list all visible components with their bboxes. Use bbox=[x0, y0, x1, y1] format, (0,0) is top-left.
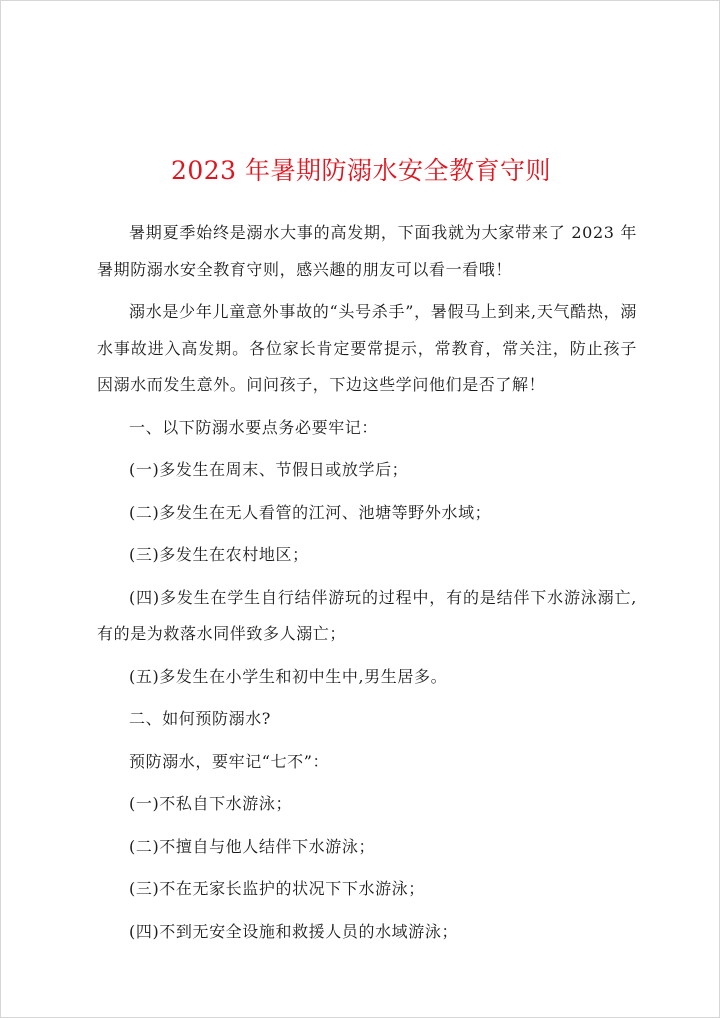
list-item-rule-1: (一)不私自下水游泳； bbox=[129, 794, 293, 813]
list-item-point-2: (二)多发生在无人看管的江河、池塘等野外水域； bbox=[129, 502, 492, 522]
document-body bbox=[97, 215, 637, 956]
list-item-point-1: (一)多发生在周末、节假日或放学后； bbox=[129, 460, 409, 479]
section-heading-prevention: 二、如何预防溺水? bbox=[129, 709, 271, 728]
list-item-rule-4: (四)不到无安全设施和救援人员的水域游泳； bbox=[129, 921, 459, 941]
paragraph-seven-rules-intro: 预防溺水，要牢记“七不”： bbox=[129, 751, 330, 771]
list-item-rule-3: (三)不在无家长监护的状况下下水游泳； bbox=[129, 879, 425, 898]
list-item-point-5: (五)多发生在小学生和初中生中,男生居多。 bbox=[129, 666, 448, 686]
document-title: 2023 年暑期防溺水安全教育守则 bbox=[170, 156, 552, 185]
list-item-point-4: (四)多发生在学生自行结伴游玩的过程中，有的是结伴下水游泳溺亡,有的是为救落水同伴致多人溺亡； bbox=[97, 587, 637, 643]
paragraph-background: 溺水是少年儿童意外事故的“头号杀手”，暑假马上到来,天气酷热，溺水事故进入高发期。各位家长肯定要常提示，常教育，常关注，防止孩子因溺水而发生意外。问问孩子，下边这些学问他们是否了解！ bbox=[97, 302, 637, 394]
list-item-point-3: (三)多发生在农村地区； bbox=[129, 545, 309, 564]
paragraph-intro: 暑期夏季始终是溺水大事的高发期，下面我就为大家带来了 2023 年暑期防溺水安全教育守则，感兴趣的朋友可以看一看哦！ bbox=[97, 223, 637, 279]
section-heading-key-points: 一、以下防溺水要点务必要牢记： bbox=[129, 417, 379, 437]
list-item-rule-2: (二)不擅自与他人结伴下水游泳； bbox=[129, 836, 376, 856]
